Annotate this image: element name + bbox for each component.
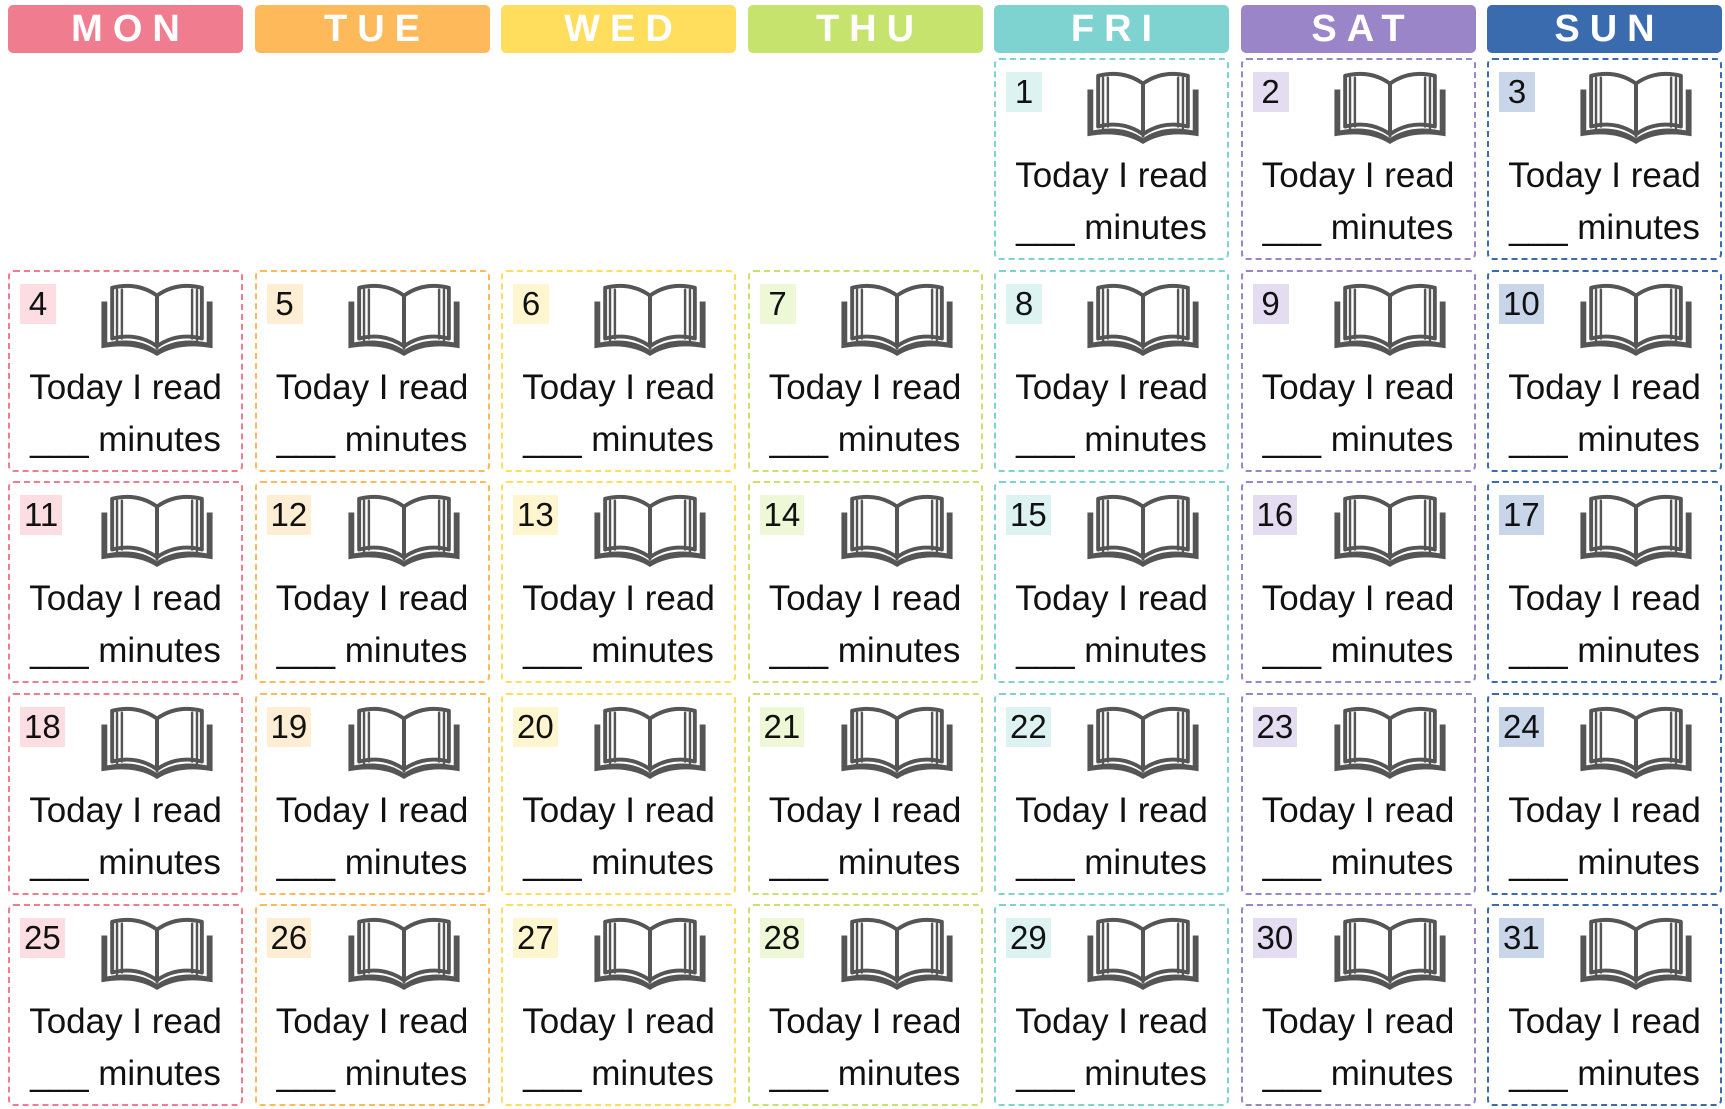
minutes-blank-label: ___ minutes	[276, 631, 468, 670]
minutes-blank-label: ___ minutes	[1016, 208, 1207, 247]
day-header-thu: THU	[748, 5, 983, 53]
today-i-read-label: Today I read	[1015, 156, 1208, 195]
day-cell-23	[1241, 693, 1476, 895]
today-i-read-label: Today I read	[275, 367, 469, 407]
empty-cell	[255, 58, 490, 260]
today-i-read-label: Today I read	[29, 1002, 222, 1041]
today-i-read-label: Today I read	[1015, 790, 1208, 830]
day-header-mon: MON	[8, 5, 243, 53]
day-cell-19	[255, 693, 490, 895]
today-i-read-label: Today I read	[1261, 1002, 1455, 1041]
weekday-header-row	[8, 5, 1718, 53]
date-number: 29	[1006, 918, 1051, 958]
minutes-blank-label: ___ minutes	[1262, 1054, 1454, 1093]
open-book-icon	[1577, 491, 1695, 569]
date-number: 25	[20, 918, 65, 958]
today-i-read-label: Today I read	[522, 1002, 715, 1041]
today-i-read-label: Today I read	[1261, 156, 1455, 195]
open-book-icon	[345, 280, 463, 358]
date-number: 30	[1253, 918, 1298, 958]
open-book-icon	[1331, 914, 1449, 992]
today-i-read-label: Today I read	[1261, 579, 1455, 618]
date-number: 24	[1499, 707, 1544, 747]
date-number: 16	[1253, 495, 1298, 535]
day-header-sat: SAT	[1241, 5, 1476, 53]
minutes-blank-label: ___ minutes	[276, 842, 468, 882]
minutes-blank-label: ___ minutes	[1509, 631, 1700, 670]
day-cell-16	[1241, 481, 1476, 683]
date-number: 2	[1253, 72, 1289, 112]
minutes-blank-label: ___ minutes	[1509, 419, 1700, 459]
minutes-blank-label: ___ minutes	[769, 419, 961, 459]
date-number: 7	[760, 284, 796, 324]
day-cell-20	[501, 693, 736, 895]
date-number: 8	[1006, 284, 1042, 324]
today-i-read-label: Today I read	[522, 367, 715, 407]
empty-cell	[8, 58, 243, 260]
minutes-blank-label: ___ minutes	[1262, 842, 1454, 882]
minutes-blank-label: ___ minutes	[769, 842, 961, 882]
minutes-blank-label: ___ minutes	[1016, 631, 1207, 670]
open-book-icon	[1331, 68, 1449, 146]
date-number: 19	[267, 707, 312, 747]
date-number: 18	[20, 707, 65, 747]
date-number: 4	[20, 284, 56, 324]
today-i-read-label: Today I read	[1261, 790, 1455, 830]
date-number: 14	[760, 495, 805, 535]
day-cell-8	[994, 270, 1229, 472]
date-number: 1	[1006, 72, 1042, 112]
today-i-read-label: Today I read	[1015, 367, 1208, 407]
day-header-tue: TUE	[255, 5, 490, 53]
day-cell-12	[255, 481, 490, 683]
minutes-blank-label: ___ minutes	[276, 419, 468, 459]
date-number: 28	[760, 918, 805, 958]
empty-cell	[748, 58, 983, 260]
open-book-icon	[98, 703, 216, 781]
date-number: 31	[1499, 918, 1544, 958]
today-i-read-label: Today I read	[522, 579, 715, 618]
calendar-grid	[8, 58, 1718, 1105]
today-i-read-label: Today I read	[522, 790, 715, 830]
today-i-read-label: Today I read	[1508, 579, 1701, 618]
day-cell-4	[8, 270, 243, 472]
today-i-read-label: Today I read	[29, 579, 222, 618]
minutes-blank-label: ___ minutes	[523, 1054, 714, 1093]
day-cell-10	[1487, 270, 1722, 472]
day-cell-21	[748, 693, 983, 895]
minutes-blank-label: ___ minutes	[769, 631, 961, 670]
day-cell-24	[1487, 693, 1722, 895]
open-book-icon	[1331, 280, 1449, 358]
today-i-read-label: Today I read	[275, 579, 469, 618]
minutes-blank-label: ___ minutes	[1262, 419, 1454, 459]
day-cell-17	[1487, 481, 1722, 683]
minutes-blank-label: ___ minutes	[30, 631, 221, 670]
minutes-blank-label: ___ minutes	[523, 631, 714, 670]
open-book-icon	[1577, 280, 1695, 358]
minutes-blank-label: ___ minutes	[30, 842, 221, 882]
open-book-icon	[1577, 68, 1695, 146]
day-cell-22	[994, 693, 1229, 895]
date-number: 20	[513, 707, 558, 747]
date-number: 12	[267, 495, 312, 535]
minutes-blank-label: ___ minutes	[769, 1054, 961, 1093]
minutes-blank-label: ___ minutes	[523, 842, 714, 882]
open-book-icon	[1084, 280, 1202, 358]
date-number: 17	[1499, 495, 1544, 535]
day-cell-29	[994, 904, 1229, 1106]
open-book-icon	[591, 914, 709, 992]
day-cell-9	[1241, 270, 1476, 472]
open-book-icon	[838, 914, 956, 992]
day-cell-1	[994, 58, 1229, 260]
today-i-read-label: Today I read	[768, 579, 962, 618]
date-number: 6	[513, 284, 549, 324]
date-number: 15	[1006, 495, 1051, 535]
minutes-blank-label: ___ minutes	[1509, 842, 1700, 882]
open-book-icon	[1577, 703, 1695, 781]
open-book-icon	[1084, 914, 1202, 992]
date-number: 10	[1499, 284, 1544, 324]
today-i-read-label: Today I read	[768, 367, 962, 407]
open-book-icon	[98, 914, 216, 992]
minutes-blank-label: ___ minutes	[523, 419, 714, 459]
open-book-icon	[591, 280, 709, 358]
today-i-read-label: Today I read	[768, 790, 962, 830]
day-cell-14	[748, 481, 983, 683]
date-number: 3	[1499, 72, 1535, 112]
day-cell-27	[501, 904, 736, 1106]
date-number: 22	[1006, 707, 1051, 747]
today-i-read-label: Today I read	[275, 1002, 469, 1041]
day-cell-28	[748, 904, 983, 1106]
open-book-icon	[1577, 914, 1695, 992]
day-cell-26	[255, 904, 490, 1106]
day-cell-18	[8, 693, 243, 895]
day-cell-7	[748, 270, 983, 472]
open-book-icon	[1084, 68, 1202, 146]
date-number: 11	[20, 495, 62, 535]
open-book-icon	[345, 491, 463, 569]
date-number: 9	[1253, 284, 1289, 324]
today-i-read-label: Today I read	[29, 790, 222, 830]
date-number: 23	[1253, 707, 1298, 747]
open-book-icon	[1084, 703, 1202, 781]
open-book-icon	[591, 491, 709, 569]
today-i-read-label: Today I read	[275, 790, 469, 830]
day-cell-5	[255, 270, 490, 472]
day-cell-31	[1487, 904, 1722, 1106]
day-cell-3	[1487, 58, 1722, 260]
day-cell-11	[8, 481, 243, 683]
date-number: 5	[267, 284, 303, 324]
day-cell-15	[994, 481, 1229, 683]
open-book-icon	[1084, 491, 1202, 569]
open-book-icon	[591, 703, 709, 781]
minutes-blank-label: ___ minutes	[276, 1054, 468, 1093]
day-cell-25	[8, 904, 243, 1106]
day-cell-2	[1241, 58, 1476, 260]
minutes-blank-label: ___ minutes	[30, 1054, 221, 1093]
empty-cell	[501, 58, 736, 260]
today-i-read-label: Today I read	[1261, 367, 1455, 407]
minutes-blank-label: ___ minutes	[1262, 631, 1454, 670]
open-book-icon	[838, 703, 956, 781]
minutes-blank-label: ___ minutes	[1016, 842, 1207, 882]
open-book-icon	[345, 703, 463, 781]
day-header-wed: WED	[501, 5, 736, 53]
day-header-fri: FRI	[994, 5, 1229, 53]
today-i-read-label: Today I read	[768, 1002, 962, 1041]
minutes-blank-label: ___ minutes	[30, 419, 221, 459]
open-book-icon	[1331, 491, 1449, 569]
today-i-read-label: Today I read	[29, 367, 222, 407]
date-number: 21	[760, 707, 805, 747]
today-i-read-label: Today I read	[1508, 790, 1701, 830]
date-number: 13	[513, 495, 558, 535]
open-book-icon	[345, 914, 463, 992]
date-number: 27	[513, 918, 558, 958]
day-cell-30	[1241, 904, 1476, 1106]
minutes-blank-label: ___ minutes	[1016, 419, 1207, 459]
today-i-read-label: Today I read	[1015, 579, 1208, 618]
minutes-blank-label: ___ minutes	[1262, 208, 1454, 247]
minutes-blank-label: ___ minutes	[1016, 1054, 1207, 1093]
today-i-read-label: Today I read	[1508, 367, 1701, 407]
open-book-icon	[838, 491, 956, 569]
open-book-icon	[838, 280, 956, 358]
day-header-sun: SUN	[1487, 5, 1722, 53]
date-number: 26	[267, 918, 312, 958]
open-book-icon	[1331, 703, 1449, 781]
minutes-blank-label: ___ minutes	[1509, 1054, 1700, 1093]
today-i-read-label: Today I read	[1508, 156, 1701, 195]
open-book-icon	[98, 491, 216, 569]
day-cell-13	[501, 481, 736, 683]
day-cell-6	[501, 270, 736, 472]
today-i-read-label: Today I read	[1015, 1002, 1208, 1041]
open-book-icon	[98, 280, 216, 358]
minutes-blank-label: ___ minutes	[1509, 208, 1700, 247]
today-i-read-label: Today I read	[1508, 1002, 1701, 1041]
